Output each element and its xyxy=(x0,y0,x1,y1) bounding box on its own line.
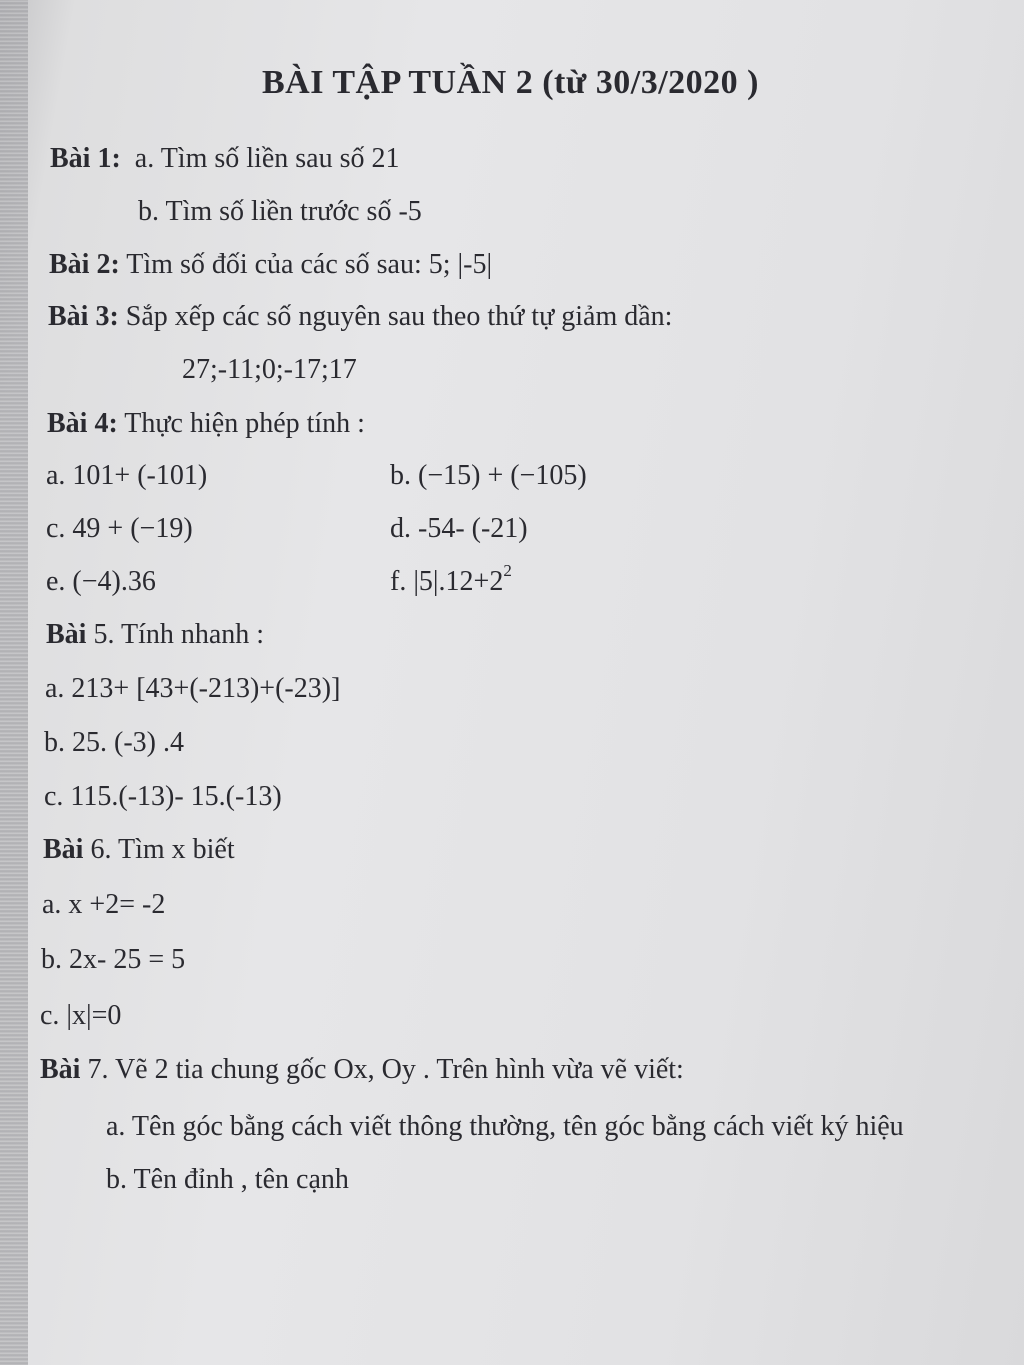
exercise-6-a: a. x +2= -2 xyxy=(42,889,166,920)
page-binding-edge xyxy=(0,0,28,1365)
exercise-6-label: Bài xyxy=(43,834,84,865)
exercise-1-a: a. Tìm số liền sau số 21 xyxy=(134,143,400,174)
exercise-2-text: Tìm số đối của các số sau: 5; |-5| xyxy=(126,249,493,280)
exercise-1-b: b. Tìm số liền trước số -5 xyxy=(138,196,422,227)
exercise-4-c: c. 49 + (−19) xyxy=(46,513,193,544)
exercise-4-e: e. (−4).36 xyxy=(46,566,156,597)
exercise-7-label: Bài xyxy=(40,1054,81,1085)
exercise-4-a: a. 101+ (-101) xyxy=(46,460,208,491)
exercise-4-b: b. (−15) + (−105) xyxy=(390,460,587,491)
exercise-2 xyxy=(49,248,492,282)
exercise-1 xyxy=(50,142,399,176)
exercise-1-label: Bài 1: xyxy=(50,143,121,174)
exercise-7-b: b. Tên đỉnh , tên cạnh xyxy=(106,1164,349,1195)
exercise-6-b: b. 2x- 25 = 5 xyxy=(41,944,186,975)
exercise-7-text: 7. Vẽ 2 tia chung gốc Ox, Oy . Trên hình vừa vẽ viết: xyxy=(87,1054,684,1085)
exercise-3-text: Sắp xếp các số nguyên sau theo thứ tự giảm dần: xyxy=(125,301,673,332)
exercise-6-c: c. |x|=0 xyxy=(40,1000,122,1031)
exercise-6-text: 6. Tìm x biết xyxy=(90,834,235,865)
exercise-5-text: 5. Tính nhanh : xyxy=(93,619,265,650)
exercise-4 xyxy=(47,407,365,441)
exercise-3 xyxy=(48,300,672,334)
exercise-4-f-exponent: 2 xyxy=(503,561,512,580)
exercise-5-b: b. 25. (-3) .4 xyxy=(44,727,184,758)
exercise-4-label: Bài 4: xyxy=(47,408,118,439)
exercise-5-label: Bài xyxy=(46,619,87,650)
exercise-4-d: d. -54- (-21) xyxy=(390,513,528,544)
exercise-4-f xyxy=(390,561,512,599)
exercise-7-a: a. Tên góc bằng cách viết thông thường, tên góc bằng cách viết ký hiệu xyxy=(106,1111,904,1142)
exercise-4-text: Thực hiện phép tính : xyxy=(124,408,365,439)
exercise-4-f-base: f. |5|.12+2 xyxy=(390,566,504,597)
exercise-3-label: Bài 3: xyxy=(48,301,119,332)
exercise-7 xyxy=(40,1053,684,1087)
page-title: BÀI TẬP TUẦN 2 (từ 30/3/2020 ) xyxy=(262,64,759,101)
exercise-5-c: c. 115.(-13)- 15.(-13) xyxy=(44,781,282,812)
exercise-6 xyxy=(43,833,235,867)
exercise-5 xyxy=(46,618,264,652)
exercise-3-numbers: 27;-11;0;-17;17 xyxy=(182,354,357,385)
exercise-5-a: a. 213+ [43+(-213)+(-23)] xyxy=(45,673,341,704)
exercise-2-label: Bài 2: xyxy=(49,249,120,280)
